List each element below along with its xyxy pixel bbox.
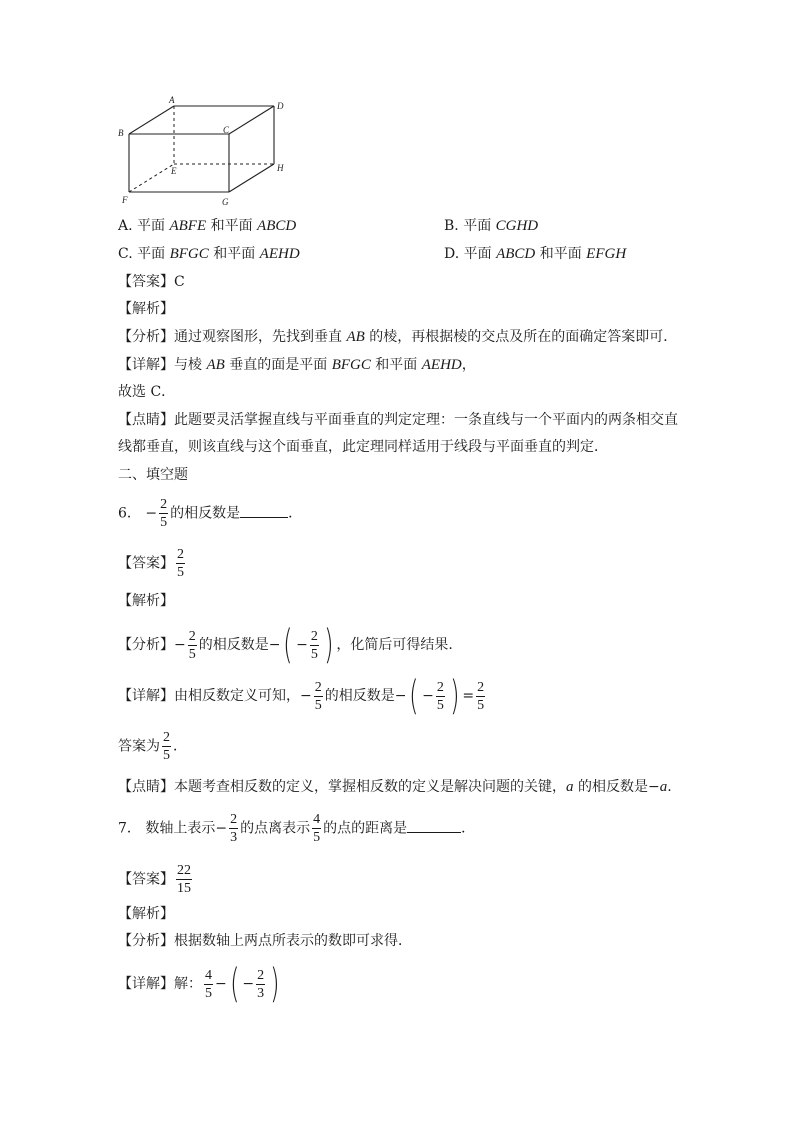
section-title: 二、填空题 [118,467,188,483]
fraction: $\frac{2}{5}$ [477,679,485,713]
fraction: $\frac{4}{5}$ [313,812,321,845]
vertex-label-d: D [277,101,284,111]
fraction: $\frac{2}{5}$ [314,679,322,713]
q7-answer: 【答案】 $\frac{22}{15}$ [118,863,191,896]
answer-blank [407,818,461,833]
q6-stem: 6． − $\frac{2}{5}$ 的相反数是 ． [118,497,303,530]
q6-fenxi: 【分析】− $\frac{2}{5}$ 的相反数是−( − $\frac{2}{5}$ ) ，化简后可得结果. [118,622,453,668]
q7-xiangjie: 【详解】解： $\frac{4}{5}$ −( − $\frac{2}{3}$ ) [118,961,280,1007]
fraction: $\frac{2}{3}$ [257,967,265,1001]
vertex-label-g: G [222,197,229,206]
option-b: B. 平面 CGHD [444,218,539,234]
fraction: $\frac{2}{5}$ [160,497,168,530]
fraction: $\frac{4}{5}$ [205,967,212,1001]
q6-analysis-label: 【解析】 [118,593,174,609]
q6-dianjing: 【点睛】本题考查相反数的定义，掌握相反数的定义是解决问题的关键，a 的相反数是−a. [118,779,672,795]
fraction: $\frac{2}{5}$ [177,547,184,580]
vertex-label-a: A [169,96,175,105]
fraction: $\frac{2}{5}$ [310,628,318,662]
q5-dianjing-line2: 线都垂直，则该直线与这个面垂直，此定理同样适用于线段与平面垂直的判定． [118,439,608,455]
q5-analysis-label: 【解析】 [118,301,174,317]
vertex-label-f: F [122,195,128,205]
option-a: A. 平面 ABFE 和平面 ABCD [118,218,297,234]
q5-fenxi: 【分析】通过观察图形，先找到垂直 AB 的棱，再根据棱的交点及所在的面确定答案即可． [118,329,678,345]
option-d: D. 平面 ABCD 和平面 EFGH [444,246,627,262]
q5-answer: 【答案】C [118,274,185,290]
fraction: $\frac{22}{15}$ [177,863,191,896]
q5-dianjing-line1: 【点睛】此题要灵活掌握直线与平面垂直的判定定理：一条直线与一个平面内的两条相交直 [118,412,678,428]
q6-xiangjie: 【详解】由相反数定义可知，− $\frac{2}{5}$ 的相反数是−( − $\frac{2}{5}$ ) = $\frac{2}{5}$ [118,673,485,719]
fraction: $\frac{2}{5}$ [188,628,196,662]
vertex-label-b: B [118,128,124,138]
q5-conclusion: 故选 C． [118,384,176,400]
q7-analysis-label: 【解析】 [118,906,174,922]
cuboid-figure [112,96,312,206]
vertex-label-e: E [171,166,177,176]
q6-answer: 【答案】 $\frac{2}{5}$ [118,547,184,580]
q7-fenxi: 【分析】根据数轴上两点所表示的数即可求得． [118,933,412,949]
fraction: $\frac{2}{3}$ [230,812,238,845]
q6-final: 答案为 $\frac{2}{5}$ ． [118,730,187,763]
answer-blank [240,503,288,518]
q5-xiangjie: 【详解】与棱 AB 垂直的面是平面 BFGC 和平面 AEHD， [118,357,476,373]
vertex-label-h: H [277,163,284,173]
vertex-label-c: C [223,125,230,135]
option-c: C. 平面 BFGC 和平面 AEHD [118,246,300,262]
fraction: $\frac{2}{5}$ [163,730,170,763]
fraction: $\frac{2}{5}$ [436,679,444,713]
q7-stem: 7． 数轴上表示− $\frac{2}{3}$ 的点离表示 $\frac{4}{5}$ 的点的距离是 ． [118,812,476,845]
